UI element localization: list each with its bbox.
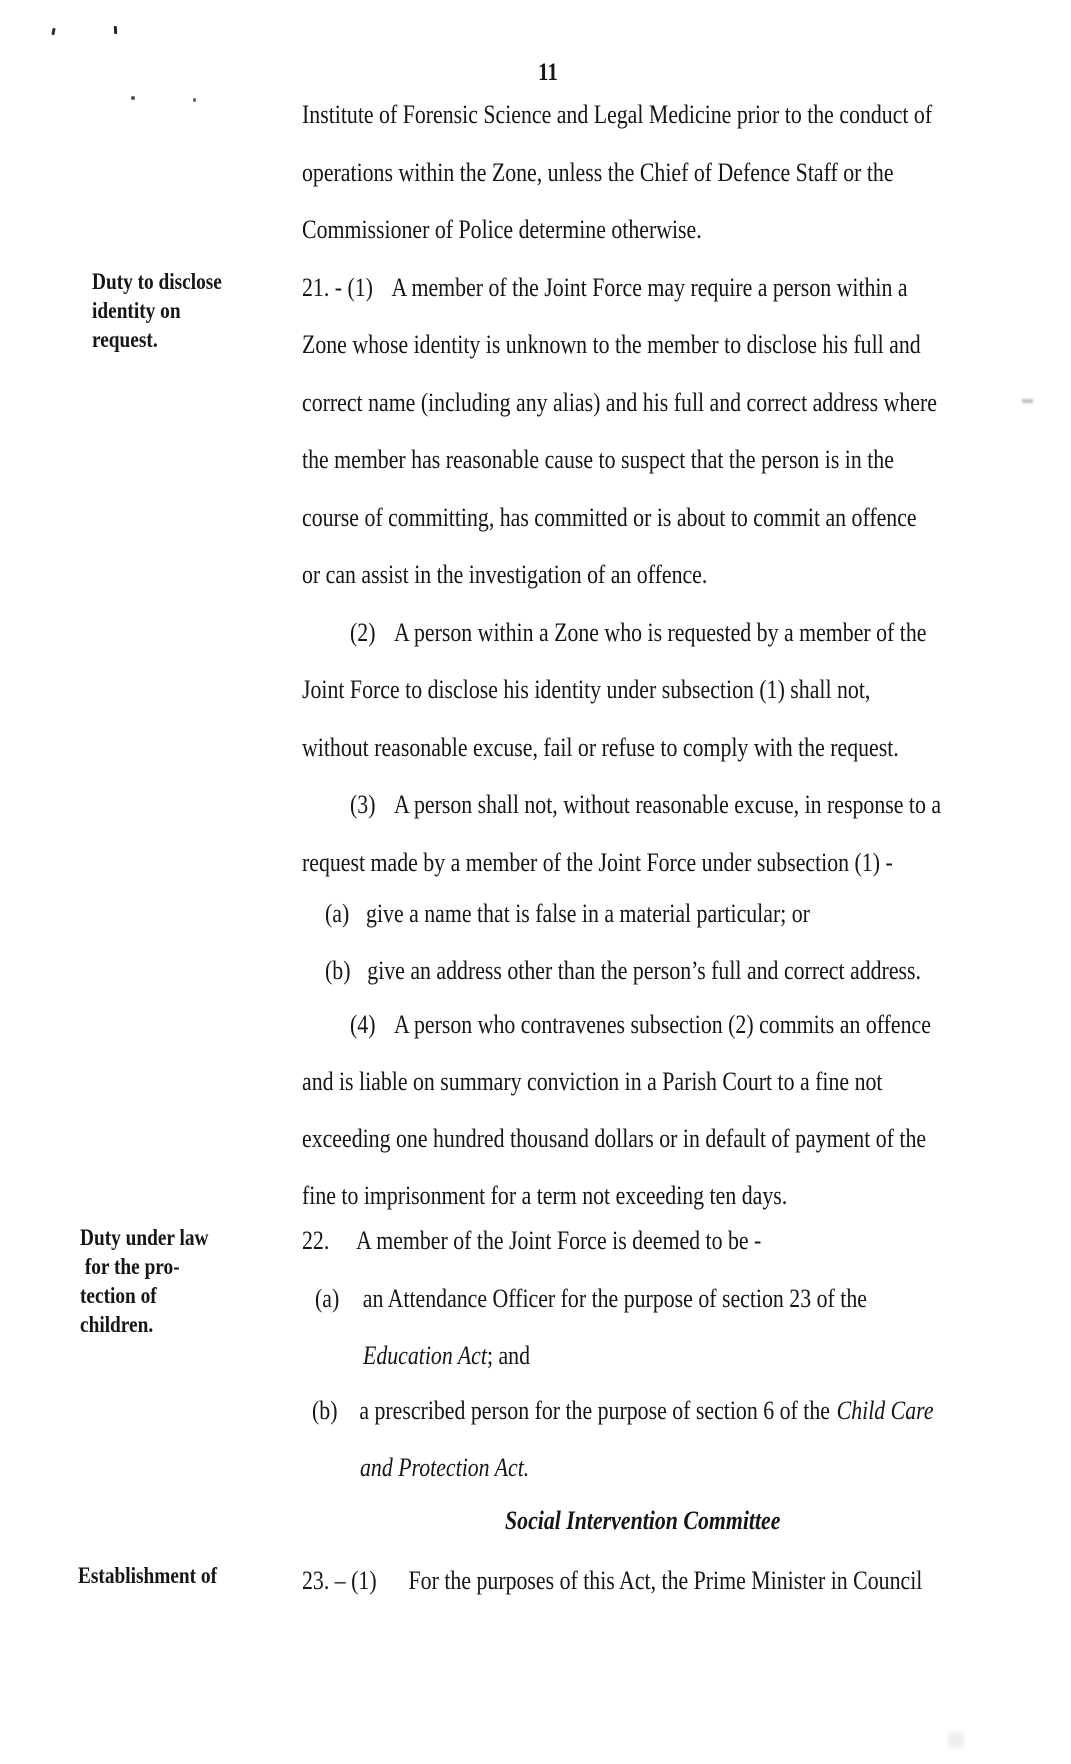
body-line — [302, 675, 870, 705]
body-run: A person within a Zone who is requested by a member of the — [393, 618, 927, 647]
body-run-italic: Education Act — [363, 1341, 487, 1370]
body-line — [302, 560, 707, 590]
body-line — [302, 1124, 926, 1154]
body-line — [315, 1284, 867, 1314]
body-line — [302, 330, 921, 360]
body-line — [360, 1453, 529, 1483]
speck-top-left-2 — [114, 26, 118, 34]
page-number: 11 — [538, 59, 558, 86]
body-run: A member of the Joint Force may require a person within a — [391, 273, 908, 302]
body-run-italic: Child Care — [836, 1396, 934, 1425]
body-run: A person who contravenes subsection (2) commits an offence — [393, 1010, 931, 1039]
margin-note-line: tection of — [80, 1283, 157, 1308]
body-line — [302, 503, 917, 533]
body-run: (a) — [325, 899, 350, 928]
body-line — [302, 215, 702, 245]
body-line — [325, 899, 810, 929]
body-line — [302, 445, 894, 475]
body-run: (b) — [325, 956, 351, 985]
body-line — [302, 158, 894, 188]
body-run: correct name (including any alias) and his full and correct address where — [302, 388, 937, 417]
body-run: (a) — [315, 1284, 340, 1313]
body-run: Commissioner of Police determine otherwise. — [302, 215, 702, 244]
body-line — [302, 1067, 882, 1097]
body-run: (4) — [350, 1010, 376, 1039]
body-line — [302, 733, 899, 763]
body-run: exceeding one hundred thousand dollars or in default of payment of the — [302, 1124, 927, 1153]
body-line — [350, 618, 926, 648]
margin-note-line: for the pro- — [80, 1254, 180, 1279]
body-line — [302, 1566, 922, 1596]
body-line — [363, 1341, 530, 1371]
body-run: request made by a member of the Joint Force under subsection (1) - — [302, 848, 893, 877]
speck-upper-2 — [193, 98, 196, 102]
body-run: 22. — [302, 1226, 330, 1255]
body-run: give a name that is false in a material particular; or — [366, 899, 810, 928]
body-line — [302, 1181, 787, 1211]
body-run: a prescribed person for the purpose of section 6 of the — [359, 1396, 830, 1425]
body-line — [302, 388, 937, 418]
margin-note — [92, 267, 222, 354]
smudge-bottom-right — [948, 1732, 964, 1748]
body-run: and is liable on summary conviction in a Parish Court to a fine not — [302, 1067, 883, 1096]
body-line — [302, 1226, 761, 1256]
body-run: the member has reasonable cause to suspect that the person is in the — [302, 445, 894, 474]
body-run: operations within the Zone, unless the Chief of Defence Staff or the — [302, 158, 894, 187]
section-heading: Social Intervention Committee — [505, 1506, 781, 1535]
stray-dash-after-where — [1022, 399, 1033, 403]
body-line — [302, 273, 908, 303]
margin-note-line: request. — [92, 327, 158, 352]
body-run: course of committing, has committed or is about to commit an offence — [302, 503, 917, 532]
body-run: or can assist in the investigation of an offence. — [302, 560, 708, 589]
body-run: A member of the Joint Force is deemed to be - — [356, 1226, 762, 1255]
body-line — [302, 100, 932, 130]
body-run: Zone whose identity is unknown to the member to disclose his full and — [302, 330, 921, 359]
body-run: (b) — [312, 1396, 338, 1425]
body-run-italic: and Protection Act. — [360, 1453, 530, 1482]
body-line — [350, 1010, 931, 1040]
body-run: A person shall not, without reasonable excuse, in response to a — [393, 790, 942, 819]
margin-note-line: children. — [80, 1312, 154, 1337]
speck-upper-1 — [131, 96, 135, 100]
speck-top-left-1 — [51, 28, 55, 35]
body-run: give an address other than the person’s full and correct address. — [367, 956, 921, 985]
body-run: an Attendance Officer for the purpose of section 23 of the — [362, 1284, 867, 1313]
body-line — [325, 956, 921, 986]
body-run: (3) — [350, 790, 376, 819]
body-run: (2) — [350, 618, 376, 647]
body-run: ; and — [486, 1341, 531, 1370]
body-run: Joint Force to disclose his identity under subsection (1) shall not, — [302, 675, 871, 704]
body-line — [302, 848, 893, 878]
body-run: without reasonable excuse, fail or refuse to comply with the request. — [302, 733, 899, 762]
margin-note-line: Duty to disclose — [92, 269, 222, 294]
margin-note — [78, 1561, 217, 1590]
body-line — [312, 1396, 934, 1426]
margin-note — [80, 1223, 208, 1339]
margin-note-line: identity on — [92, 298, 181, 323]
margin-note-line: Duty under law — [80, 1225, 209, 1250]
body-line — [350, 790, 941, 820]
margin-note-line: Establishment of — [78, 1563, 218, 1588]
body-run: Institute of Forensic Science and Legal Medicine prior to the conduct of — [302, 100, 933, 129]
body-run: 23. – (1) — [302, 1566, 377, 1595]
body-run: For the purposes of this Act, the Prime Minister in Council — [408, 1566, 923, 1595]
body-run: fine to imprisonment for a term not exceeding ten days. — [302, 1181, 788, 1210]
body-run: 21. - (1) — [302, 273, 373, 302]
